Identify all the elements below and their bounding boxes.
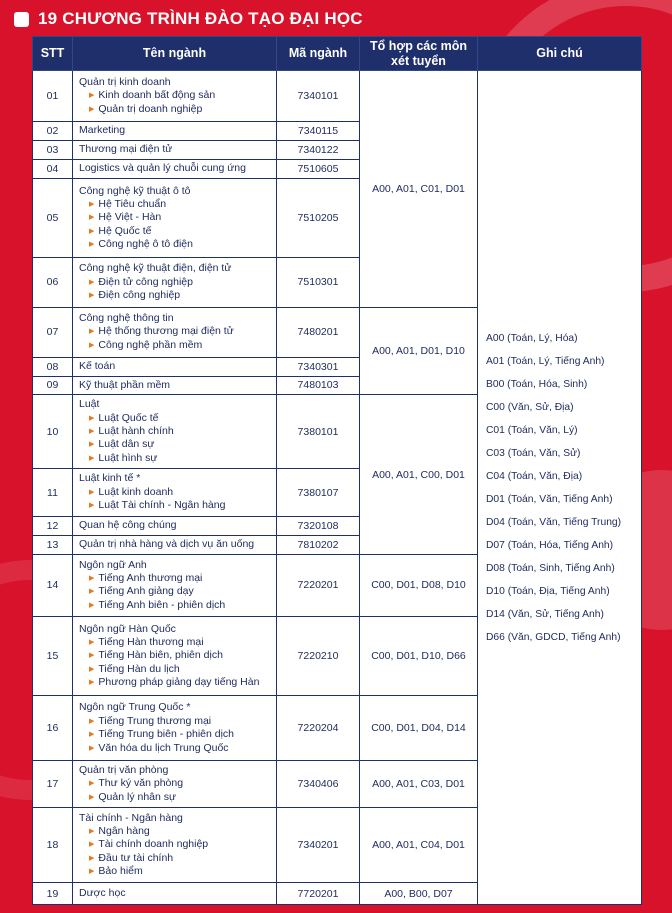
specialization-item xyxy=(79,486,276,499)
cell-stt: 05 xyxy=(33,178,73,258)
specialization-label: Hệ Quốc tế xyxy=(98,224,152,237)
triangle-bullet-icon: ▶ xyxy=(89,638,95,646)
specialization-item xyxy=(79,276,276,289)
specialization-item xyxy=(79,198,276,211)
cell-stt: 02 xyxy=(33,122,73,141)
cell-subject-combo: C00, D01, D10, D66 xyxy=(360,617,478,696)
cell-program-code: 7810202 xyxy=(277,535,360,554)
specialization-item xyxy=(79,238,276,251)
program-name: Thương mại điện tử xyxy=(79,143,173,156)
cell-program-name xyxy=(73,258,277,307)
triangle-bullet-icon: ▶ xyxy=(89,502,95,510)
triangle-bullet-icon: ▶ xyxy=(89,679,95,687)
triangle-bullet-icon: ▶ xyxy=(89,441,95,449)
triangle-bullet-icon: ▶ xyxy=(89,488,95,496)
cell-program-code: 7510301 xyxy=(277,258,360,307)
program-name: Tài chính - Ngân hàng xyxy=(79,811,183,824)
program-name: Logistics và quản lý chuỗi cung ứng xyxy=(79,162,246,175)
triangle-bullet-icon: ▶ xyxy=(89,214,95,222)
cell-program-code: 7340201 xyxy=(277,807,360,883)
header-code: Mã ngành xyxy=(277,37,360,71)
specialization-label: Tài chính doanh nghiệp xyxy=(98,838,209,851)
program-name: Công nghệ thông tin xyxy=(79,312,174,324)
cell-program-name xyxy=(73,761,277,807)
triangle-bullet-icon: ▶ xyxy=(89,575,95,583)
specialization-label: Ngân hàng xyxy=(98,824,150,837)
table-body xyxy=(33,71,642,905)
cell-stt: 03 xyxy=(33,140,73,159)
specialization-item xyxy=(79,852,276,865)
specialization-item xyxy=(79,728,276,741)
triangle-bullet-icon: ▶ xyxy=(89,744,95,752)
note-item: D08 (Toán, Sinh, Tiếng Anh) xyxy=(486,562,615,574)
specialization-item xyxy=(79,777,276,790)
specialization-item xyxy=(79,791,276,804)
specialization-label: Điện công nghiệp xyxy=(98,289,181,302)
triangle-bullet-icon: ▶ xyxy=(89,731,95,739)
program-name: Công nghệ kỹ thuật điện, điện tử xyxy=(79,262,232,275)
cell-subject-combo: C00, D01, D04, D14 xyxy=(360,695,478,760)
cell-program-name xyxy=(73,883,277,905)
specialization-item xyxy=(79,742,276,755)
cell-program-name xyxy=(73,617,277,696)
cell-program-code: 7510605 xyxy=(277,159,360,178)
cell-program-name xyxy=(73,159,277,178)
triangle-bullet-icon: ▶ xyxy=(89,588,95,596)
cell-stt: 12 xyxy=(33,517,73,536)
program-name: Marketing xyxy=(79,124,126,137)
specialization-item xyxy=(79,103,276,116)
cell-subject-combo: A00, A01, D01, D10 xyxy=(360,307,478,395)
cell-stt: 15 xyxy=(33,617,73,696)
cell-program-code: 7340101 xyxy=(277,71,360,122)
specialization-label: Bảo hiểm xyxy=(98,865,143,878)
specialization-label: Công nghệ phần mềm xyxy=(98,338,203,351)
note-item: D10 (Toán, Địa, Tiếng Anh) xyxy=(486,585,610,597)
cell-program-name xyxy=(73,376,277,395)
triangle-bullet-icon: ▶ xyxy=(89,780,95,788)
specialization-label: Thư ký văn phòng xyxy=(98,777,184,790)
cell-stt: 13 xyxy=(33,535,73,554)
cell-program-name xyxy=(73,71,277,122)
table-row xyxy=(33,71,642,122)
cell-stt: 07 xyxy=(33,307,73,357)
program-name: Quan hệ công chúng xyxy=(79,519,177,532)
specialization-item xyxy=(79,865,276,878)
program-name: Ngôn ngữ Hàn Quốc xyxy=(79,622,176,635)
cell-subject-combo: A00, A01, C00, D01 xyxy=(360,395,478,554)
specialization-label: Điện tử công nghiệp xyxy=(98,275,193,288)
specialization-label: Hệ Việt - Hàn xyxy=(98,211,162,224)
program-name: Kế toán xyxy=(79,359,116,372)
note-item: C00 (Văn, Sử, Địa) xyxy=(486,401,574,413)
triangle-bullet-icon: ▶ xyxy=(89,827,95,835)
cell-program-code: 7340122 xyxy=(277,140,360,159)
specialization-label: Tiếng Anh giảng dạy xyxy=(98,585,194,598)
specialization-label: Luật hành chính xyxy=(98,424,174,437)
cell-program-code: 7480103 xyxy=(277,376,360,395)
specialization-label: Hệ Tiêu chuẩn xyxy=(98,197,167,210)
note-item: D01 (Toán, Văn, Tiếng Anh) xyxy=(486,493,613,505)
specialization-item xyxy=(79,715,276,728)
triangle-bullet-icon: ▶ xyxy=(89,427,95,435)
specialization-label: Tiếng Anh thương mại xyxy=(98,572,203,585)
cell-program-name xyxy=(73,122,277,141)
header-stt: STT xyxy=(33,37,73,71)
program-name: Luật kinh tế * xyxy=(79,472,141,485)
cell-program-name xyxy=(73,357,277,376)
cell-program-code: 7380107 xyxy=(277,469,360,517)
specialization-item xyxy=(79,585,276,598)
cell-program-name xyxy=(73,695,277,760)
cell-program-name xyxy=(73,395,277,469)
specialization-item xyxy=(79,289,276,302)
cell-program-code: 7340301 xyxy=(277,357,360,376)
cell-program-name xyxy=(73,469,277,517)
cell-program-name xyxy=(73,307,277,357)
cell-stt: 11 xyxy=(33,469,73,517)
program-name: Dược học xyxy=(79,886,126,899)
specialization-item xyxy=(79,838,276,851)
program-name: Ngôn ngữ Anh xyxy=(79,558,147,571)
cell-program-name xyxy=(73,517,277,536)
specialization-item xyxy=(79,676,276,689)
cell-subject-combo: A00, A01, C01, D01 xyxy=(360,71,478,308)
cell-stt: 08 xyxy=(33,357,73,376)
cell-stt: 17 xyxy=(33,761,73,807)
program-name: Kỹ thuật phần mềm xyxy=(79,378,171,391)
specialization-item xyxy=(79,225,276,238)
specialization-item xyxy=(79,412,276,425)
cell-stt: 10 xyxy=(33,395,73,469)
specialization-item xyxy=(79,325,276,338)
specialization-label: Tiếng Hàn du lịch xyxy=(98,662,180,675)
cell-program-code: 7220204 xyxy=(277,695,360,760)
cell-stt: 01 xyxy=(33,71,73,122)
note-item: C04 (Toán, Văn, Địa) xyxy=(486,470,583,482)
cell-stt: 14 xyxy=(33,554,73,616)
header-name: Tên ngành xyxy=(73,37,277,71)
program-name: Quản trị kinh doanh xyxy=(79,75,171,88)
cell-program-code: 7320108 xyxy=(277,517,360,536)
triangle-bullet-icon: ▶ xyxy=(89,652,95,660)
cell-program-code: 7220201 xyxy=(277,554,360,616)
cell-program-code: 7380101 xyxy=(277,395,360,469)
page-title xyxy=(14,8,363,30)
specialization-item xyxy=(79,663,276,676)
specialization-item xyxy=(79,649,276,662)
specialization-label: Tiếng Trung biên - phiên dịch xyxy=(98,728,235,741)
note-item: A00 (Toán, Lý, Hóa) xyxy=(486,332,578,344)
program-name: Quản trị nhà hàng và dịch vụ ăn uống xyxy=(79,538,255,551)
program-name: Quản trị văn phòng xyxy=(79,763,169,776)
specialization-item xyxy=(79,499,276,512)
specialization-label: Luật hình sự xyxy=(98,451,158,464)
specialization-item xyxy=(79,572,276,585)
specialization-label: Tiếng Hàn thương mại xyxy=(98,635,204,648)
triangle-bullet-icon: ▶ xyxy=(89,105,95,113)
triangle-bullet-icon: ▶ xyxy=(89,241,95,249)
cell-subject-combo: A00, A01, C04, D01 xyxy=(360,807,478,883)
specialization-label: Đầu tư tài chính xyxy=(98,851,174,864)
cell-program-code: 7340406 xyxy=(277,761,360,807)
cell-subject-combo: A00, B00, D07 xyxy=(360,883,478,905)
specialization-item xyxy=(79,438,276,451)
cell-subject-combo: A00, A01, C03, D01 xyxy=(360,761,478,807)
header-combo: Tổ hợp các môn xét tuyển xyxy=(360,37,478,71)
specialization-item xyxy=(79,636,276,649)
specialization-item xyxy=(79,825,276,838)
triangle-bullet-icon: ▶ xyxy=(89,341,95,349)
specialization-label: Tiếng Anh biên - phiên dịch xyxy=(98,598,226,611)
specialization-label: Luật dân sự xyxy=(98,438,155,451)
note-item: C03 (Toán, Văn, Sử) xyxy=(486,447,581,459)
specialization-item xyxy=(79,452,276,465)
square-bullet-icon xyxy=(14,12,29,27)
program-name: Công nghệ kỹ thuật ô tô xyxy=(79,184,191,197)
specialization-item xyxy=(79,89,276,102)
specialization-label: Văn hóa du lịch Trung Quốc xyxy=(98,741,229,754)
program-name: Luật xyxy=(79,398,100,411)
triangle-bullet-icon: ▶ xyxy=(89,717,95,725)
note-item: C01 (Toán, Văn, Lý) xyxy=(486,424,578,436)
triangle-bullet-icon: ▶ xyxy=(89,793,95,801)
triangle-bullet-icon: ▶ xyxy=(89,854,95,862)
specialization-label: Luật Quốc tế xyxy=(98,411,159,424)
cell-program-code: 7220210 xyxy=(277,617,360,696)
cell-stt: 16 xyxy=(33,695,73,760)
specialization-item xyxy=(79,599,276,612)
triangle-bullet-icon: ▶ xyxy=(89,414,95,422)
cell-program-name xyxy=(73,178,277,258)
triangle-bullet-icon: ▶ xyxy=(89,92,95,100)
triangle-bullet-icon: ▶ xyxy=(89,292,95,300)
specialization-label: Hệ thống thương mại điện tử xyxy=(98,325,234,338)
triangle-bullet-icon: ▶ xyxy=(89,278,95,286)
specialization-item xyxy=(79,339,276,352)
note-item: B00 (Toán, Hóa, Sinh) xyxy=(486,378,588,390)
triangle-bullet-icon: ▶ xyxy=(89,454,95,462)
cell-notes xyxy=(478,71,642,905)
cell-stt: 09 xyxy=(33,376,73,395)
cell-stt: 18 xyxy=(33,807,73,883)
triangle-bullet-icon: ▶ xyxy=(89,868,95,876)
specialization-label: Luật kinh doanh xyxy=(98,485,174,498)
cell-program-code: 7340115 xyxy=(277,122,360,141)
note-item: D07 (Toán, Hóa, Tiếng Anh) xyxy=(486,539,614,551)
header-notes: Ghi chú xyxy=(478,37,642,71)
cell-program-code: 7510205 xyxy=(277,178,360,258)
triangle-bullet-icon: ▶ xyxy=(89,841,95,849)
cell-stt: 04 xyxy=(33,159,73,178)
triangle-bullet-icon: ▶ xyxy=(89,601,95,609)
cell-program-name xyxy=(73,535,277,554)
note-item: D66 (Văn, GDCD, Tiếng Anh) xyxy=(486,631,621,643)
cell-stt: 19 xyxy=(33,883,73,905)
cell-program-name xyxy=(73,554,277,616)
triangle-bullet-icon: ▶ xyxy=(89,227,95,235)
specialization-label: Tiếng Hàn biên, phiên dịch xyxy=(98,649,223,662)
specialization-label: Kinh doanh bất động sản xyxy=(98,89,216,102)
specialization-item xyxy=(79,211,276,224)
specialization-label: Tiếng Trung thương mại xyxy=(98,714,212,727)
triangle-bullet-icon: ▶ xyxy=(89,665,95,673)
title-text: 19 CHƯƠNG TRÌNH ĐÀO TẠO ĐẠI HỌC xyxy=(38,9,363,28)
specialization-label: Phương pháp giảng dạy tiếng Hàn xyxy=(98,676,260,689)
specialization-label: Quản lý nhân sự xyxy=(98,790,177,803)
table-header-row xyxy=(33,37,642,71)
triangle-bullet-icon: ▶ xyxy=(89,200,95,208)
specialization-label: Công nghệ ô tô điện xyxy=(98,238,193,251)
cell-stt: 06 xyxy=(33,258,73,307)
cell-program-code: 7720201 xyxy=(277,883,360,905)
program-name: Ngôn ngữ Trung Quốc * xyxy=(79,701,191,714)
cell-program-name xyxy=(73,140,277,159)
cell-program-code: 7480201 xyxy=(277,307,360,357)
specialization-item xyxy=(79,425,276,438)
note-item: A01 (Toán, Lý, Tiếng Anh) xyxy=(486,355,605,367)
programs-table xyxy=(32,36,642,905)
cell-program-name xyxy=(73,807,277,883)
note-item: D14 (Văn, Sử, Tiếng Anh) xyxy=(486,608,604,620)
cell-subject-combo: C00, D01, D08, D10 xyxy=(360,554,478,616)
note-item: D04 (Toán, Văn, Tiếng Trung) xyxy=(486,516,622,528)
specialization-label: Luật Tài chính - Ngân hàng xyxy=(98,499,226,512)
triangle-bullet-icon: ▶ xyxy=(89,328,95,336)
specialization-label: Quản trị doanh nghiệp xyxy=(98,102,203,115)
